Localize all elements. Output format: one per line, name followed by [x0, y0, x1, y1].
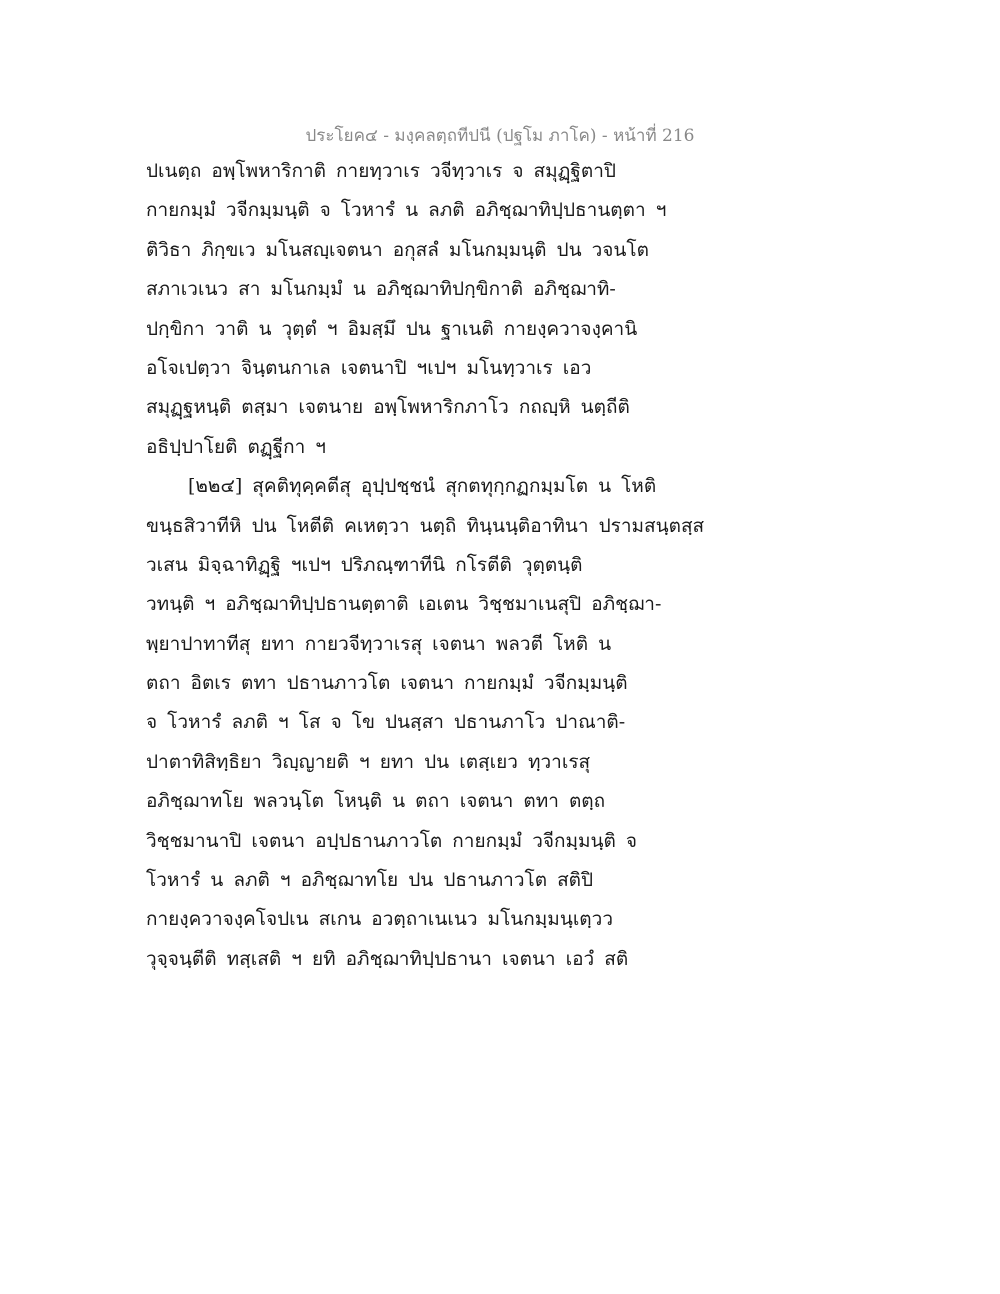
- text-line: ติวิธา ภิกฺขเว มโนสญฺเจตนา อกุสลํ มโนกมฺมนฺติ ปน วจนโต: [146, 238, 649, 261]
- text-line: ตถา อิตเร ตทา ปธานภาวโต เจตนา กายกมฺมํ วจีกมฺมนฺติ: [146, 672, 628, 695]
- text-line: กายงฺควาจงฺคโจปเน สเกน อวตฺถาเนเนว มโนกมฺมนฺเตฺวว: [146, 908, 613, 931]
- text-line: สมุฏฺฐหนฺติ ตสฺมา เจตนาย อพฺโพหาริกภาโว กถญฺหิ นตฺถีติ: [146, 396, 630, 419]
- text-line: วเสน มิจฺฉาทิฏฺฐิ ฯเปฯ ปริภณฺฑาทีนิ กโรตีติ วุตฺตนฺติ: [146, 553, 583, 576]
- running-header: ประโยค๔ - มงฺคลตฺถทีปนี (ปฐโม ภาโค) - หน้าที่ 216: [305, 126, 695, 146]
- text-line: ปกฺขิกา วาติ น วุตฺตํ ฯ อิมสฺมึ ปน ฐาเนติ กายงฺควาจงฺคานิ: [146, 317, 638, 340]
- text-line: ขนฺธสิวาทีหิ ปน โหตีติ คเหตฺวา นตฺถิ ทินฺนนฺติอาทินา ปรามสนฺตสฺส: [146, 514, 705, 537]
- text-line: พฺยาปาทาทีสุ ยทา กายวจีทฺวาเรสุ เจตนา พลวตี โหติ น: [146, 632, 612, 655]
- text-line: จ โวหารํ ลภติ ฯ โส จ โข ปนสฺสา ปธานภาโว ปาณาติ-: [146, 711, 626, 734]
- text-line: วิชฺชมานาปิ เจตนา อปฺปธานภาวโต กายกมฺมํ วจีกมฺมนฺติ จ: [146, 829, 638, 852]
- text-line: สภาเวเนว สา มโนกมฺมํ น อภิชฺฌาทิปกฺขิกาติ อภิชฺฌาทิ-: [146, 278, 616, 301]
- text-line: อธิปฺปาโยติ ตฏฺฐีกา ฯ: [146, 435, 326, 458]
- text-line: วุจฺจนฺตีติ ทสฺเสติ ฯ ยทิ อภิชฺฌาทิปฺปธานา เจตนา เอวํ สติ: [146, 947, 629, 970]
- text-line: ปเนตฺถ อพฺโพหาริกาติ กายทฺวาเร วจีทฺวาเร จ สมุฏฺฐิตาปิ: [146, 160, 616, 182]
- text-line: วทนฺติ ฯ อภิชฺฌาทิปฺปธานตฺตาติ เอเตน วิชฺชมาเนสุปิ อภิชฺฌา-: [146, 593, 662, 616]
- paragraph-start-line: [๒๒๔] สุคติทุคฺคตีสุ อุปฺปชฺชนํ สุกตทุกฺกฏกมฺมโต น โหติ: [188, 475, 657, 498]
- text-line: ปาตาทิสิทฺธิยา วิญฺญายติ ฯ ยทา ปน เตสฺเยว ทฺวาเรสุ: [146, 750, 591, 773]
- body-text: [146, 152, 706, 979]
- text-line: โวหารํ น ลภติ ฯ อภิชฺฌาทโย ปน ปธานภาวโต สติปิ: [146, 869, 594, 892]
- text-line: กายกมฺมํ วจีกมฺมนฺติ จ โวหารํ น ลภติ อภิชฺฌาทิปฺปธานตฺตา ฯ: [146, 199, 667, 222]
- text-line: อโจเปตฺวา จินฺตนกาเล เจตนาปิ ฯเปฯ มโนทฺวาเร เอว: [146, 356, 592, 379]
- text-line: อภิชฺฌาทโย พลวนฺโต โหนฺติ น ตถา เจตนา ตทา ตตฺถ: [146, 790, 606, 813]
